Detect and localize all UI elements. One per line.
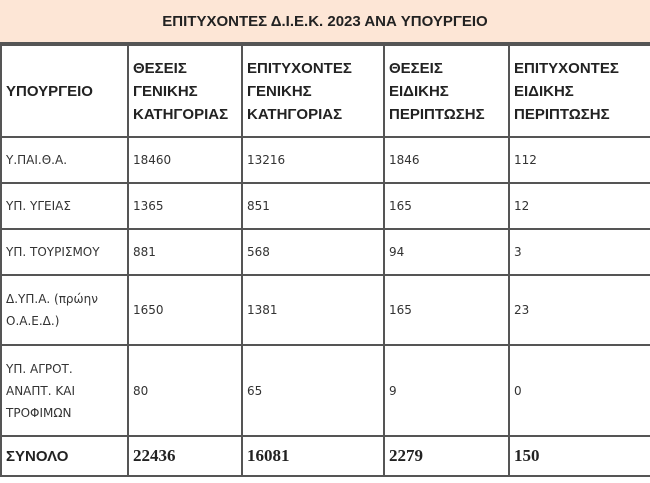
value-cell: 165 (384, 275, 509, 345)
ministry-line: ΥΠ. ΑΓΡΟΤ. (6, 361, 73, 376)
value-cell: 1650 (128, 275, 242, 345)
table-row (1, 275, 650, 345)
ministry-line: ΥΠ. ΥΓΕΙΑΣ (6, 199, 71, 213)
header-general-positions (128, 45, 242, 137)
header-line: ΓΕΝΙΚΗΣ (247, 82, 312, 100)
header-general-successful (242, 45, 384, 137)
value-cell: 65 (242, 345, 384, 436)
value-cell: 568 (242, 229, 384, 275)
header-line: ΕΠΙΤΥΧΟΝΤΕΣ (514, 59, 619, 77)
value-cell: 1846 (384, 137, 509, 183)
table-row (1, 345, 650, 436)
header-line: ΕΙΔΙΚΗΣ (389, 82, 449, 100)
value-cell: 3 (509, 229, 650, 275)
table-row (1, 183, 650, 229)
table-row (1, 137, 650, 183)
header-line: ΕΠΙΤΥΧΟΝΤΕΣ (247, 59, 352, 77)
header-line: ΕΙΔΙΚΗΣ (514, 82, 574, 100)
value-cell: 13216 (242, 137, 384, 183)
header-special-successful (509, 45, 650, 137)
header-line: ΓΕΝΙΚΗΣ (133, 82, 198, 100)
header-line: ΥΠΟΥΡΓΕΙΟ (6, 82, 93, 100)
value-cell: 112 (509, 137, 650, 183)
total-row (1, 436, 650, 476)
total-value: 16081 (242, 436, 384, 476)
ministry-line: ΑΝΑΠΤ. ΚΑΙ (6, 383, 75, 398)
ministry-cell (1, 229, 128, 275)
table-title: ΕΠΙΤΥΧΟΝΤΕΣ Δ.Ι.Ε.Κ. 2023 ΑΝΑ ΥΠΟΥΡΓΕΙΟ (0, 0, 650, 44)
value-cell: 9 (384, 345, 509, 436)
value-cell: 18460 (128, 137, 242, 183)
ministry-cell (1, 345, 128, 436)
header-ministry (1, 45, 128, 137)
value-cell: 1381 (242, 275, 384, 345)
header-row (1, 45, 650, 137)
ministry-line: Υ.ΠΑΙ.Θ.Α. (6, 153, 68, 167)
ministry-cell (1, 275, 128, 345)
header-line: ΘΕΣΕΙΣ (133, 59, 187, 77)
value-cell: 851 (242, 183, 384, 229)
value-cell: 165 (384, 183, 509, 229)
header-line: ΠΕΡΙΠΤΩΣΗΣ (514, 105, 610, 123)
value-cell: 12 (509, 183, 650, 229)
header-line: ΘΕΣΕΙΣ (389, 59, 443, 77)
ministry-line: Δ.ΥΠ.Α. (πρώην (6, 292, 98, 306)
ministry-line: ΥΠ. ΤΟΥΡΙΣΜΟΥ (6, 245, 100, 259)
value-cell: 94 (384, 229, 509, 275)
value-cell: 80 (128, 345, 242, 436)
ministry-line: ΤΡΟΦΙΜΩΝ (6, 405, 72, 420)
table-row (1, 229, 650, 275)
value-cell: 881 (128, 229, 242, 275)
ministry-cell (1, 183, 128, 229)
total-label: ΣΥΝΟΛΟ (1, 436, 128, 476)
header-special-positions (384, 45, 509, 137)
header-line: ΠΕΡΙΠΤΩΣΗΣ (389, 105, 485, 123)
value-cell: 0 (509, 345, 650, 436)
header-line: ΚΑΤΗΓΟΡΙΑΣ (247, 105, 343, 123)
value-cell: 1365 (128, 183, 242, 229)
header-line: ΚΑΤΗΓΟΡΙΑΣ (133, 105, 229, 123)
ministry-cell (1, 137, 128, 183)
ministry-line: Ο.Α.Ε.Δ.) (6, 314, 60, 328)
ministry-results-table (0, 44, 650, 477)
total-value: 22436 (128, 436, 242, 476)
total-value: 150 (509, 436, 650, 476)
total-value: 2279 (384, 436, 509, 476)
value-cell: 23 (509, 275, 650, 345)
